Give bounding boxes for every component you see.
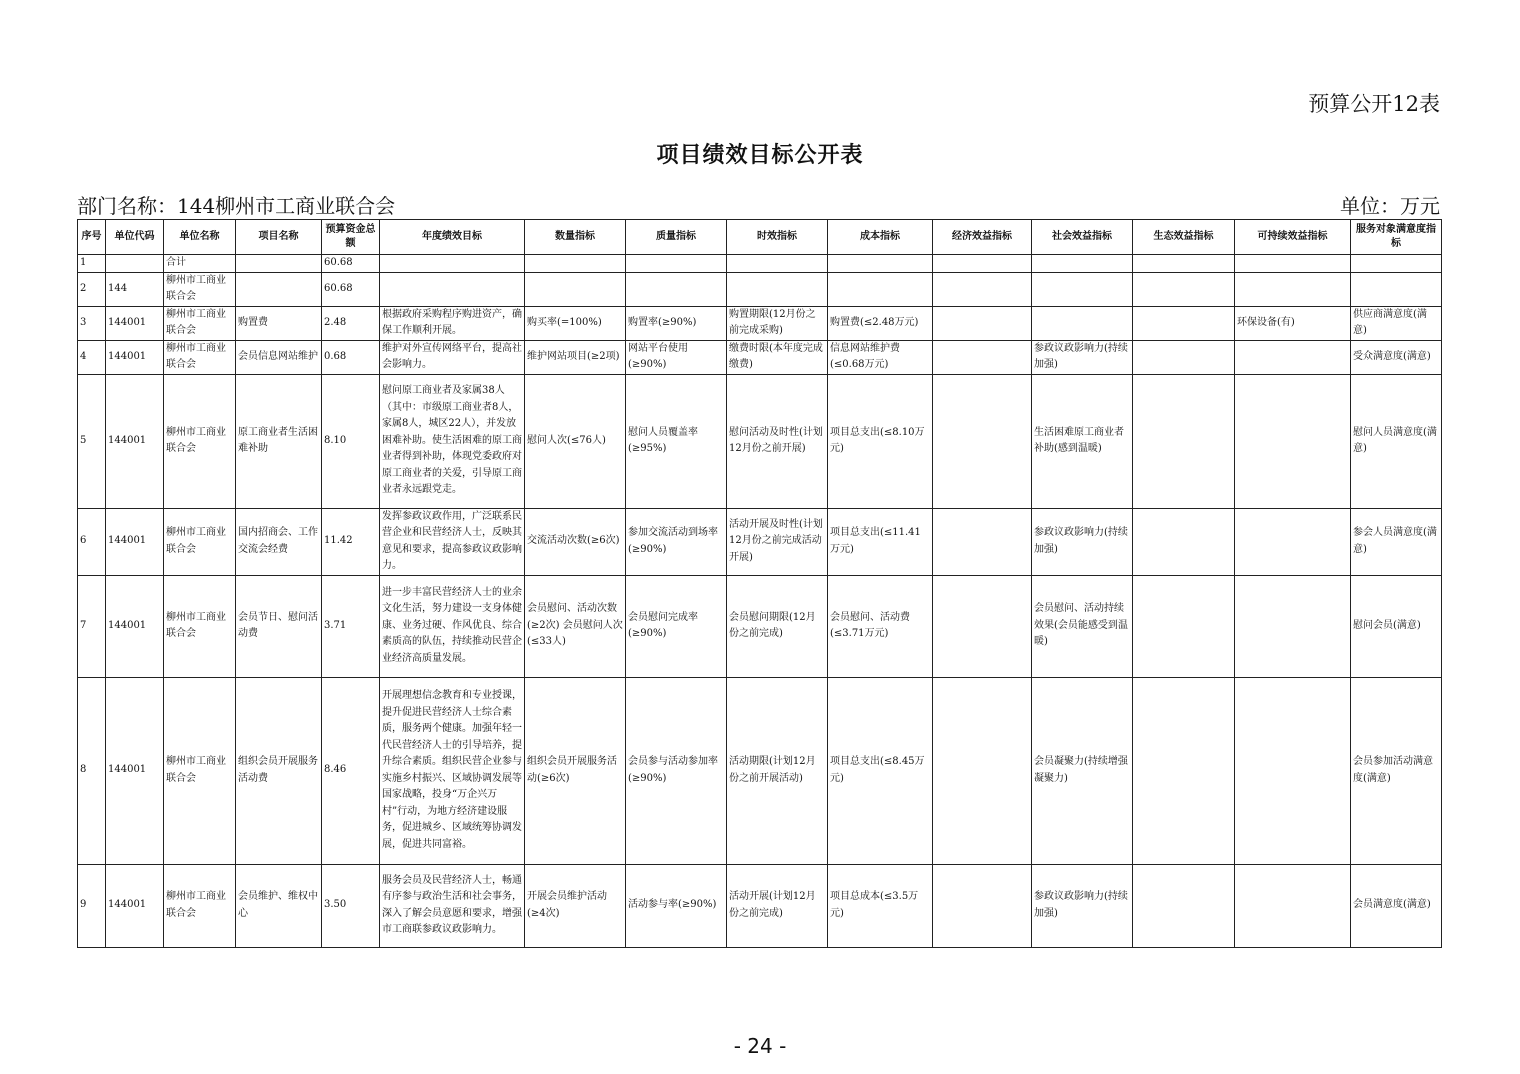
quantity-indicator-cell: 交流活动次数(≥6次) [525,508,626,575]
economic-benefit-cell [933,575,1032,677]
cost-indicator-cell [828,255,933,273]
unit-name-cell: 柳州市工商业联合会 [164,306,236,340]
header-cost-indicator: 成本指标 [828,220,933,255]
seq-cell: 2 [78,272,106,306]
table-row [78,374,1442,508]
table-row [78,255,1442,273]
social-benefit-cell: 参政议政影响力(持续加强) [1032,340,1133,374]
annual-goal-cell: 进一步丰富民营经济人士的业余文化生活，努力建设一支身体健康、业务过硬、作风优良、综合素质高的队伍，持续推动民营企业经济高质量发展。 [380,575,525,677]
budget-cell: 8.10 [322,374,380,508]
quantity-indicator-cell: 慰问人次(≤76人) [525,374,626,508]
unit-label: 单位：万元 [1340,194,1440,218]
cost-indicator-cell: 信息网站维护费(≤0.68万元) [828,340,933,374]
ecological-benefit-cell [1133,306,1235,340]
unit-code-cell: 144001 [106,340,164,374]
unit-name-cell: 柳州市工商业联合会 [164,677,236,864]
header-project-name: 项目名称 [236,220,322,255]
header-unit-name: 单位名称 [164,220,236,255]
meta-row [77,190,1440,219]
sustainable-benefit-cell [1235,575,1351,677]
unit-code-cell: 144 [106,272,164,306]
social-benefit-cell: 会员凝聚力(持续增强凝聚力) [1032,677,1133,864]
unit-name-cell: 柳州市工商业联合会 [164,374,236,508]
quality-indicator-cell: 购置率(≥90%) [626,306,727,340]
satisfaction-indicator-cell: 供应商满意度(满意) [1351,306,1442,340]
annual-goal-cell [380,272,525,306]
project-name-cell [236,272,322,306]
project-name-cell: 会员节日、慰问活动费 [236,575,322,677]
budget-cell: 60.68 [322,272,380,306]
table-row [78,272,1442,306]
header-ecological-benefit: 生态效益指标 [1133,220,1235,255]
quality-indicator-cell: 活动参与率(≥90%) [626,864,727,947]
ecological-benefit-cell [1133,340,1235,374]
budget-cell: 3.71 [322,575,380,677]
annual-goal-cell [380,255,525,273]
unit-code-cell: 144001 [106,306,164,340]
table-row [78,575,1442,677]
cost-indicator-cell: 项目总成本(≤3.5万元) [828,864,933,947]
timeliness-indicator-cell: 购置期限(12月份之前完成采购) [727,306,828,340]
social-benefit-cell [1032,306,1133,340]
ecological-benefit-cell [1133,575,1235,677]
table-row [78,508,1442,575]
unit-code-cell: 144001 [106,864,164,947]
unit-code-cell [106,255,164,273]
satisfaction-indicator-cell [1351,255,1442,273]
social-benefit-cell: 生活困难原工商业者补助(感到温暖) [1032,374,1133,508]
quality-indicator-cell: 网站平台使用(≥90%) [626,340,727,374]
annual-goal-cell: 慰问原工商业者及家属38人（其中：市级原工商业者8人，家属8人，城区22人），并发放困难补助。使生活困难的原工商业者得到补助，体现党委政府对原工商业者的关爱，引导原工商业者永远跟党走。 [380,374,525,508]
header-sustainable-benefit: 可持续效益指标 [1235,220,1351,255]
project-name-cell: 购置费 [236,306,322,340]
ecological-benefit-cell [1133,255,1235,273]
sustainable-benefit-cell [1235,272,1351,306]
unit-name-cell: 柳州市工商业联合会 [164,272,236,306]
social-benefit-cell: 参政议政影响力(持续加强) [1032,508,1133,575]
ecological-benefit-cell [1133,864,1235,947]
annual-goal-cell: 服务会员及民营经济人士，畅通有序参与政治生活和社会事务，深入了解会员意愿和要求，增强市工商联参政议政影响力。 [380,864,525,947]
sustainable-benefit-cell [1235,677,1351,864]
sustainable-benefit-cell [1235,340,1351,374]
seq-cell: 3 [78,306,106,340]
satisfaction-indicator-cell [1351,272,1442,306]
unit-code-cell: 144001 [106,677,164,864]
page-number: - 24 - [733,1034,787,1058]
timeliness-indicator-cell: 缴费时限(本年度完成缴费) [727,340,828,374]
economic-benefit-cell [933,306,1032,340]
header-satisfaction-indicator: 服务对象满意度指标 [1351,220,1442,255]
quantity-indicator-cell [525,272,626,306]
project-name-cell: 组织会员开展服务活动费 [236,677,322,864]
timeliness-indicator-cell [727,255,828,273]
quantity-indicator-cell: 购买率(=100%) [525,306,626,340]
cost-indicator-cell: 购置费(≤2.48万元) [828,306,933,340]
annual-goal-cell: 开展理想信念教育和专业授课，提升促进民营经济人士综合素质，服务两个健康。加强年轻一代民营经济人士的引导培养，提升综合素质。组织民营企业参与实施乡村振兴、区域协调发展等国家战略，投身“万企兴万村”行动，为地方经济建设服务，促进城乡、区域统筹协调发展，促进共同富裕。 [380,677,525,864]
annual-goal-cell: 发挥参政议政作用，广泛联系民营企业和民营经济人士，反映其意见和要求，提高参政议政影响力。 [380,508,525,575]
unit-name-cell: 柳州市工商业联合会 [164,864,236,947]
unit-name-cell: 柳州市工商业联合会 [164,340,236,374]
table-row [78,864,1442,947]
header-seq: 序号 [78,220,106,255]
quantity-indicator-cell [525,255,626,273]
table-body [78,255,1442,948]
header-social-benefit: 社会效益指标 [1032,220,1133,255]
project-name-cell: 国内招商会、工作交流会经费 [236,508,322,575]
sustainable-benefit-cell [1235,508,1351,575]
timeliness-indicator-cell: 活动期限(计划12月份之前开展活动) [727,677,828,864]
table-header-row [78,220,1442,255]
quality-indicator-cell [626,255,727,273]
unit-code-cell: 144001 [106,508,164,575]
seq-cell: 5 [78,374,106,508]
budget-cell: 60.68 [322,255,380,273]
satisfaction-indicator-cell: 会员满意度(满意) [1351,864,1442,947]
social-benefit-cell: 会员慰问、活动持续效果(会员能感受到温暖) [1032,575,1133,677]
ecological-benefit-cell [1133,272,1235,306]
ecological-benefit-cell [1133,677,1235,864]
project-name-cell [236,255,322,273]
economic-benefit-cell [933,677,1032,864]
header-economic-benefit: 经济效益指标 [933,220,1032,255]
table-row [78,340,1442,374]
economic-benefit-cell [933,272,1032,306]
header-quantity-indicator: 数量指标 [525,220,626,255]
sustainable-benefit-cell: 环保设备(有) [1235,306,1351,340]
unit-name-cell: 合计 [164,255,236,273]
budget-cell: 2.48 [322,306,380,340]
unit-name-cell: 柳州市工商业联合会 [164,508,236,575]
sustainable-benefit-cell [1235,255,1351,273]
satisfaction-indicator-cell: 会员参加活动满意度(满意) [1351,677,1442,864]
quantity-indicator-cell: 组织会员开展服务活动(≥6次) [525,677,626,864]
social-benefit-cell: 参政议政影响力(持续加强) [1032,864,1133,947]
quality-indicator-cell: 会员慰问完成率(≥90%) [626,575,727,677]
quantity-indicator-cell: 维护网站项目(≥2项) [525,340,626,374]
economic-benefit-cell [933,508,1032,575]
unit-code-cell: 144001 [106,374,164,508]
table-row [78,677,1442,864]
seq-cell: 1 [78,255,106,273]
performance-table [77,219,1442,948]
table-number-label: 预算公开12表 [1308,92,1440,116]
seq-cell: 8 [78,677,106,864]
ecological-benefit-cell [1133,374,1235,508]
economic-benefit-cell [933,340,1032,374]
economic-benefit-cell [933,864,1032,947]
cost-indicator-cell: 项目总支出(≤8.45万元) [828,677,933,864]
quality-indicator-cell: 参加交流活动到场率(≥90%) [626,508,727,575]
satisfaction-indicator-cell: 参会人员满意度(满意) [1351,508,1442,575]
satisfaction-indicator-cell: 慰问人员满意度(满意) [1351,374,1442,508]
ecological-benefit-cell [1133,508,1235,575]
economic-benefit-cell [933,374,1032,508]
social-benefit-cell [1032,272,1133,306]
project-name-cell: 原工商业者生活困难补助 [236,374,322,508]
cost-indicator-cell: 项目总支出(≤11.41万元) [828,508,933,575]
department-name: 部门名称：144柳州市工商业联合会 [77,194,396,218]
budget-cell: 0.68 [322,340,380,374]
quality-indicator-cell [626,272,727,306]
timeliness-indicator-cell [727,272,828,306]
sustainable-benefit-cell [1235,374,1351,508]
annual-goal-cell: 维护对外宣传网络平台，提高社会影响力。 [380,340,525,374]
quantity-indicator-cell: 会员慰问、活动次数(≥2次) 会员慰问人次(≤33人) [525,575,626,677]
cost-indicator-cell: 会员慰问、活动费(≤3.71万元) [828,575,933,677]
header-annual-goal: 年度绩效目标 [380,220,525,255]
seq-cell: 7 [78,575,106,677]
page-title: 项目绩效目标公开表 [656,142,864,168]
project-name-cell: 会员信息网站维护 [236,340,322,374]
cost-indicator-cell [828,272,933,306]
unit-code-cell: 144001 [106,575,164,677]
seq-cell: 9 [78,864,106,947]
table-row [78,306,1442,340]
budget-cell: 8.46 [322,677,380,864]
timeliness-indicator-cell: 活动开展(计划12月份之前完成) [727,864,828,947]
header-budget-total: 预算资金总额 [322,220,380,255]
budget-cell: 3.50 [322,864,380,947]
social-benefit-cell [1032,255,1133,273]
quality-indicator-cell: 慰问人员覆盖率(≥95%) [626,374,727,508]
timeliness-indicator-cell: 慰问活动及时性(计划12月份之前开展) [727,374,828,508]
header-timeliness-indicator: 时效指标 [727,220,828,255]
satisfaction-indicator-cell: 慰问会员(满意) [1351,575,1442,677]
quality-indicator-cell: 会员参与活动参加率(≥90%) [626,677,727,864]
unit-name-cell: 柳州市工商业联合会 [164,575,236,677]
annual-goal-cell: 根据政府采购程序购进资产，确保工作顺利开展。 [380,306,525,340]
timeliness-indicator-cell: 活动开展及时性(计划12月份之前完成活动开展) [727,508,828,575]
project-name-cell: 会员维护、维权中心 [236,864,322,947]
satisfaction-indicator-cell: 受众满意度(满意) [1351,340,1442,374]
budget-cell: 11.42 [322,508,380,575]
cost-indicator-cell: 项目总支出(≤8.10万元) [828,374,933,508]
timeliness-indicator-cell: 会员慰问期限(12月份之前完成) [727,575,828,677]
economic-benefit-cell [933,255,1032,273]
sustainable-benefit-cell [1235,864,1351,947]
header-unit-code: 单位代码 [106,220,164,255]
quantity-indicator-cell: 开展会员维护活动(≥4次) [525,864,626,947]
seq-cell: 4 [78,340,106,374]
header-quality-indicator: 质量指标 [626,220,727,255]
seq-cell: 6 [78,508,106,575]
